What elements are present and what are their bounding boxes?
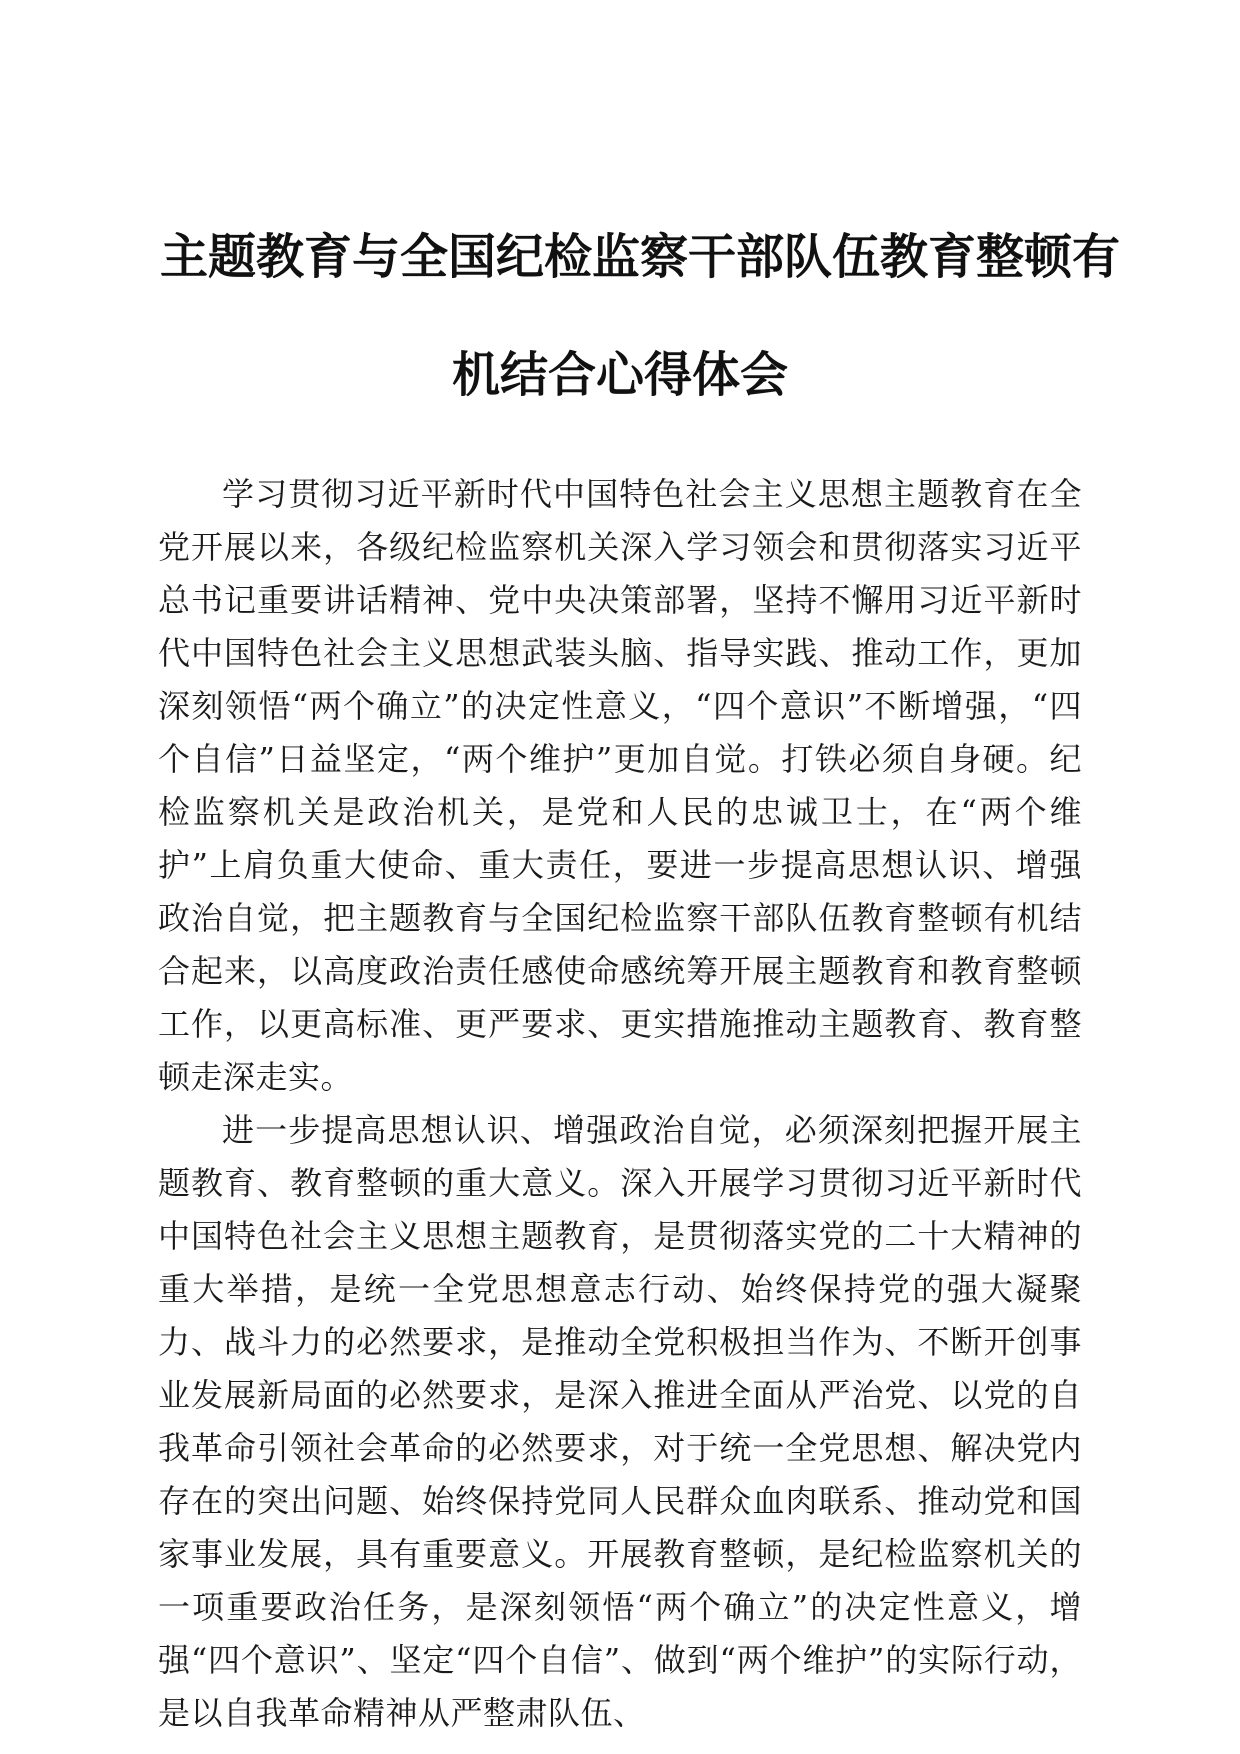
- body-paragraph-1: 学习贯彻习近平新时代中国特色社会主义思想主题教育在全党开展以来，各级纪检监察机关深入学习领会和贯彻落实习近平总书记重要讲话精神、党中央决策部署，坚持不懈用习近平新时代中国特色社会主义思想武装头脑、指导实践、推动工作，更加深刻领悟“两个确立”的决定性意义，“四个意识”不断增强，“四个自信”日益坚定，“两个维护”更加自觉。打铁必须自身硬。纪检监察机关是政治机关，是党和人民的忠诚卫士，在“两个维护”上肩负重大使命、重大责任，要进一步提高思想认识、增强政治自觉，把主题教育与全国纪检监察干部队伍教育整顿有机结合起来，以高度政治责任感使命感统筹开展主题教育和教育整顿工作，以更高标准、更严要求、更实措施推动主题教育、教育整顿走深走实。: [158, 475, 1082, 1096]
- document-title-line-1: 主题教育与全国纪检监察干部队伍教育整顿有: [160, 229, 1121, 285]
- document-title-line-2: 机结合心得体会: [451, 347, 788, 403]
- document-body: [158, 468, 1082, 1740]
- body-paragraph-2: 进一步提高思想认识、增强政治自觉，必须深刻把握开展主题教育、教育整顿的重大意义。深入开展学习贯彻习近平新时代中国特色社会主义思想主题教育，是贯彻落实党的二十大精神的重大举措，是统一全党思想意志行动、始终保持党的强大凝聚力、战斗力的必然要求，是推动全党积极担当作为、不断开创事业发展新局面的必然要求，是深入推进全面从严治党、以党的自我革命引领社会革命的必然要求，对于统一全党思想、解决党内存在的突出问题、始终保持党同人民群众血肉联系、推动党和国家事业发展，具有重要意义。开展教育整顿，是纪检监察机关的一项重要政治任务，是深刻领悟“两个确立”的决定性意义，增强“四个意识”、坚定“四个自信”、做到“两个维护”的实际行动，是以自我革命精神从严整肃队伍、: [158, 1111, 1082, 1732]
